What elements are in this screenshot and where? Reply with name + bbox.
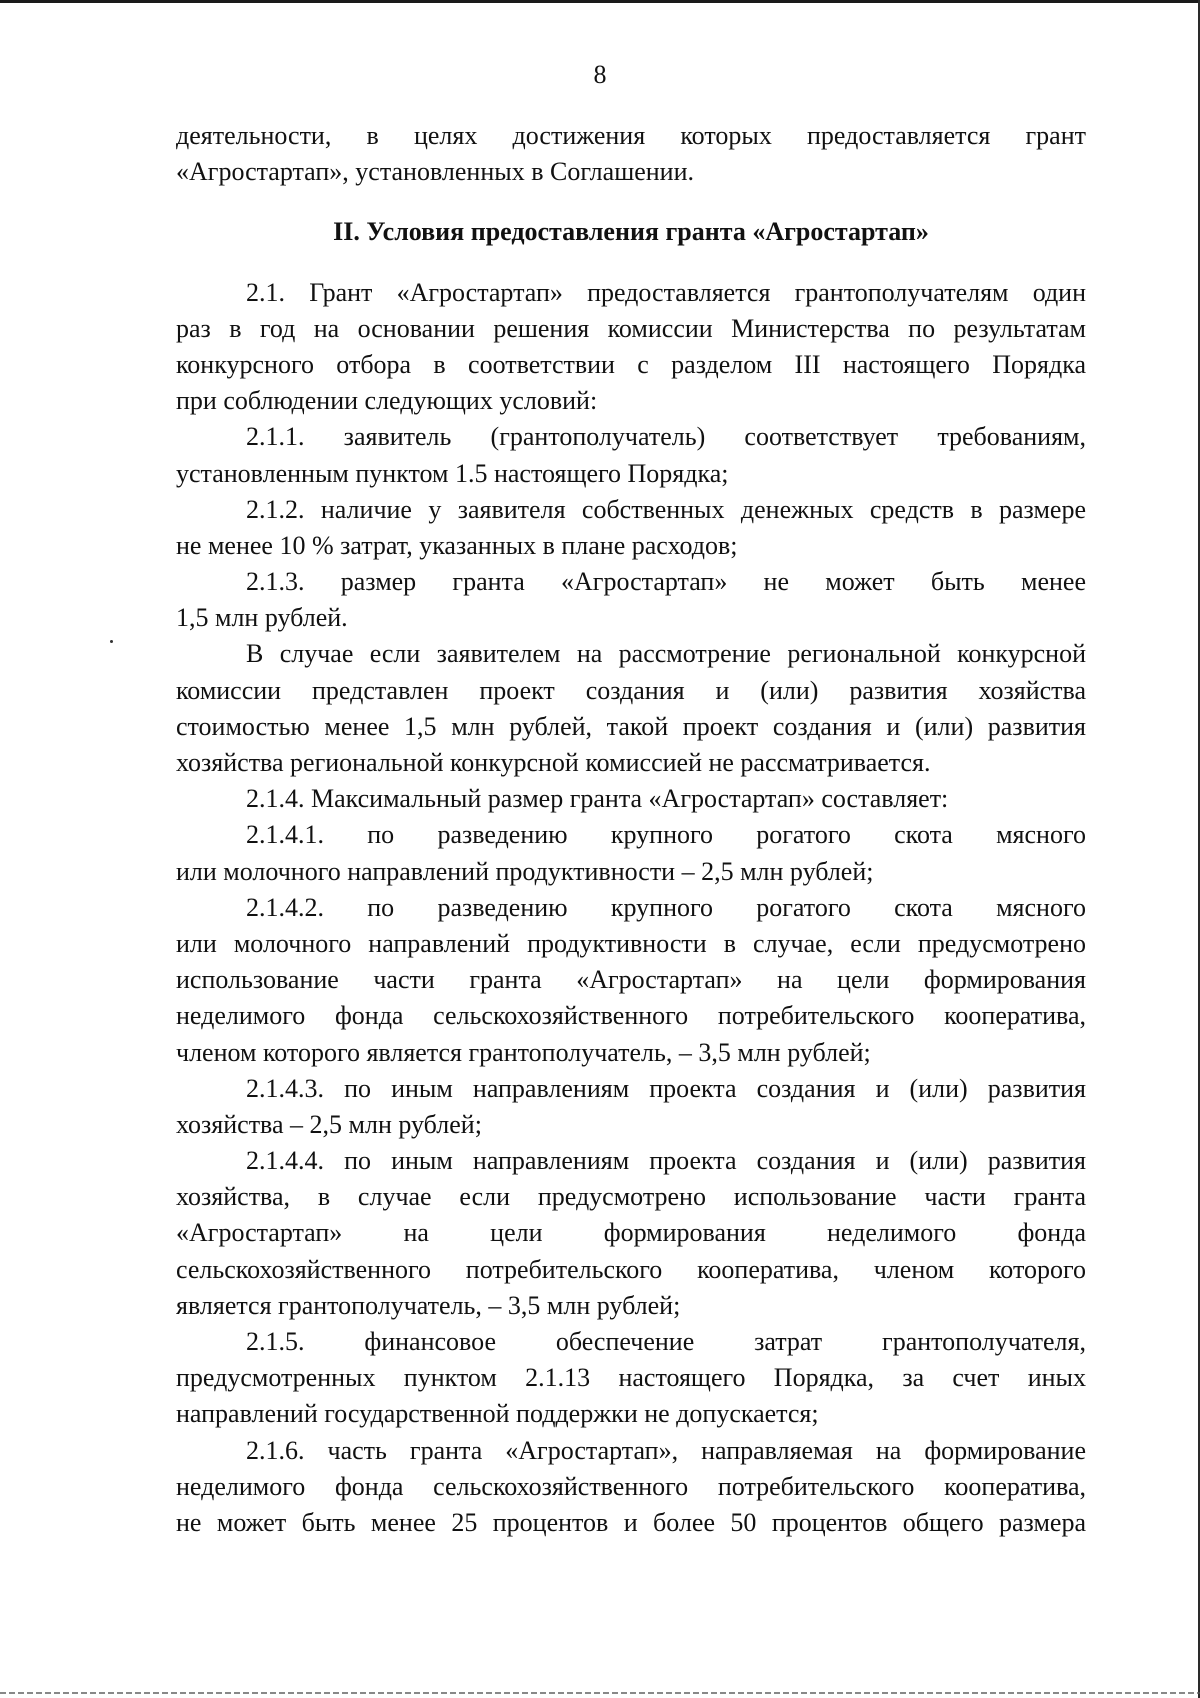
paragraph	[176, 817, 1086, 889]
text-line: хозяйства – 2,5 млн рублей;	[176, 1109, 482, 1139]
paragraph	[176, 1324, 1086, 1433]
page-number: 8	[593, 60, 607, 89]
text-line: установленным пунктом 1.5 настоящего Порядка;	[176, 458, 729, 488]
paragraph	[176, 890, 1086, 1071]
document-body	[176, 118, 1086, 1541]
paragraph	[176, 564, 1086, 636]
text-line: 2.1. Грант «Агростартап» предоставляется грантополучателям один	[246, 277, 1086, 307]
scan-edge-top	[0, 0, 1200, 3]
text-line: 2.1.4.1. по разведению крупного рогатого скота мясного	[246, 820, 1086, 850]
text-line: или молочного направлений продуктивности – 2,5 млн рублей;	[176, 856, 874, 886]
paragraph	[176, 419, 1086, 491]
text-line: В случае если заявителем на рассмотрение региональной конкурсной	[246, 639, 1086, 669]
text-line: неделимого фонда сельскохозяйственного потребительского кооператива,	[176, 1471, 1086, 1501]
text-line: направлений государственной поддержки не допускается;	[176, 1399, 819, 1429]
paragraph	[176, 781, 1086, 817]
text-line: 1,5 млн рублей.	[176, 603, 348, 633]
paragraph	[176, 1071, 1086, 1143]
paragraph	[176, 1143, 1086, 1324]
text-line: комиссии представлен проект создания и (или) развития хозяйства	[176, 675, 1086, 705]
intro-paragraph	[176, 118, 1086, 190]
text-line: неделимого фонда сельскохозяйственного потребительского кооператива,	[176, 1001, 1086, 1031]
text-line: или молочного направлений продуктивности в случае, если предусмотрено	[176, 928, 1086, 958]
text-line: 2.1.1. заявитель (грантополучатель) соответствует требованиям,	[246, 422, 1086, 452]
text-line: не менее 10 % затрат, указанных в плане расходов;	[176, 530, 738, 560]
text-line: при соблюдении следующих условий:	[176, 386, 598, 416]
paragraph-list	[176, 275, 1086, 1542]
text-line: не может быть менее 25 процентов и более 50 процентов общего размера	[176, 1507, 1086, 1537]
text-line: 2.1.6. часть гранта «Агростартап», направляемая на формирование	[246, 1435, 1086, 1465]
text-line: 2.1.4.4. по иным направлениям проекта создания и (или) развития	[246, 1146, 1086, 1176]
text-line: 2.1.3. размер гранта «Агростартап» не может быть менее	[246, 567, 1086, 597]
text-line: раз в год на основании решения комиссии Министерства по результатам	[176, 313, 1086, 343]
text-line: предусмотренных пунктом 2.1.13 настоящего Порядка, за счет иных	[176, 1363, 1086, 1393]
text-line: является грантополучатель, – 3,5 млн рублей;	[176, 1290, 681, 1320]
paragraph	[176, 1433, 1086, 1542]
text-line: стоимостью менее 1,5 млн рублей, такой проект создания и (или) развития	[176, 711, 1086, 741]
text-line: «Агростартап» на цели формирования неделимого фонда	[176, 1218, 1086, 1248]
text-line: хозяйства, в случае если предусмотрено использование части гранта	[176, 1182, 1086, 1212]
section-heading: II. Условия предоставления гранта «Агростартап»	[333, 217, 929, 247]
scan-edge-bottom	[0, 1692, 1200, 1694]
text-line: конкурсного отбора в соответствии с разделом III настоящего Порядка	[176, 349, 1086, 379]
text-line: «Агростартап», установленных в Соглашении.	[176, 157, 694, 187]
paragraph	[176, 492, 1086, 564]
text-line: деятельности, в целях достижения которых предоставляется грант	[176, 121, 1086, 150]
paragraph	[176, 275, 1086, 420]
paragraph	[176, 636, 1086, 781]
text-line: хозяйства региональной конкурсной комиссией не рассматривается.	[176, 748, 931, 777]
text-line: сельскохозяйственного потребительского кооператива, членом которого	[176, 1254, 1086, 1284]
text-line: членом которого является грантополучатель, – 3,5 млн рублей;	[176, 1037, 871, 1067]
scan-speck	[110, 640, 113, 643]
text-line: использование части гранта «Агростартап» на цели формирования	[176, 965, 1086, 995]
text-line: 2.1.5. финансовое обеспечение затрат грантополучателя,	[246, 1327, 1086, 1356]
text-line: 2.1.4.3. по иным направлениям проекта создания и (или) развития	[246, 1073, 1086, 1103]
text-line: 2.1.4. Максимальный размер гранта «Агростартап» составляет:	[246, 784, 949, 814]
text-line: 2.1.2. наличие у заявителя собственных денежных средств в размере	[246, 494, 1086, 524]
text-line: 2.1.4.2. по разведению крупного рогатого скота мясного	[246, 892, 1086, 922]
